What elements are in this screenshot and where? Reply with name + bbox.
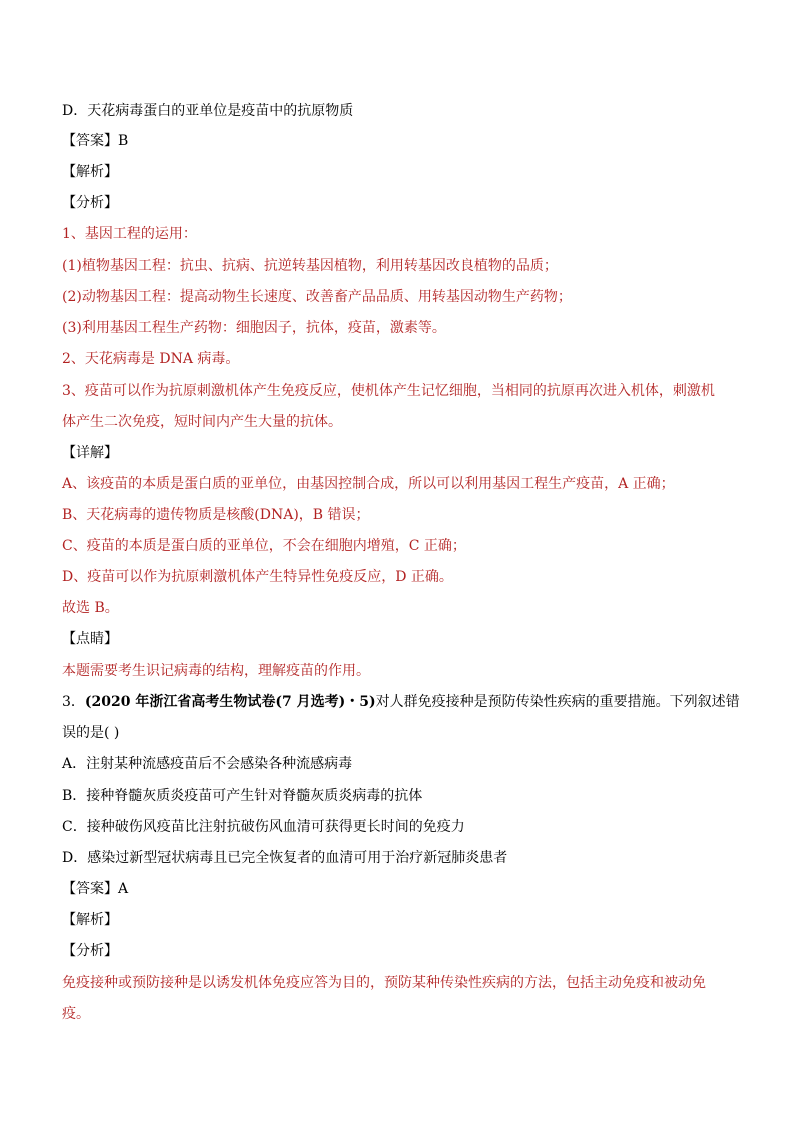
analysis-line-6: 3、疫苗可以作为抗原刺激机体产生免疫反应，使机体产生记忆细胞，当相同的抗原再次进入机体，刺激机 <box>62 383 715 399</box>
answer-label: 【答案】B <box>62 133 129 149</box>
answer-label-2: 【答案】A <box>62 881 129 897</box>
detail-line-b: B、天花病毒的遗传物质是核酸(DNA)，B 错误； <box>62 507 370 523</box>
analysis-line-3: (2)动物基因工程：提高动物生长速度、改善畜产品品质、用转基因动物生产药物； <box>62 289 572 305</box>
option-b: B．接种脊髓灰质炎疫苗可产生针对脊髓灰质炎病毒的抗体 <box>62 788 423 804</box>
detail-label: 【详解】 <box>62 445 118 461</box>
analysis-sub-label: 【分析】 <box>62 195 118 211</box>
question-number: 3． <box>62 694 85 710</box>
analysis-label-2: 【解析】 <box>62 912 118 928</box>
detail-line-a: A、该疫苗的本质是蛋白质的亚单位，由基因控制合成，所以可以利用基因工程生产疫苗，A 正确； <box>62 476 675 492</box>
option-d: D．感染过新型冠状病毒且已完全恢复者的血清可用于治疗新冠肺炎患者 <box>62 850 508 866</box>
analysis-2-line-1: 免疫接种或预防接种是以诱发机体免疫应答为目的，预防某种传染性疾病的方法，包括主动免疫和被动免 <box>62 975 706 991</box>
detail-conclusion: 故选 B。 <box>62 600 119 616</box>
analysis-line-1: 1、基因工程的运用： <box>62 226 197 242</box>
analysis-line-5: 2、天花病毒是 DNA 病毒。 <box>62 351 240 367</box>
question-3-stem-cont: 误的是( ) <box>62 725 120 741</box>
question-3-stem <box>62 692 740 712</box>
analysis-label: 【解析】 <box>62 164 118 180</box>
question-text: 对人群免疫接种是预防传染性疾病的重要措施。下列叙述错 <box>375 694 740 710</box>
analysis-line-7: 体产生二次免疫，短时间内产生大量的抗体。 <box>62 414 342 430</box>
tips-label: 【点睛】 <box>62 631 118 647</box>
option-d-line: D．天花病毒蛋白的亚单位是疫苗中的抗原物质 <box>62 103 354 119</box>
analysis-2-line-2: 疫。 <box>62 1006 90 1022</box>
analysis-line-2: (1)植物基因工程：抗虫、抗病、抗逆转基因植物，利用转基因改良植物的品质； <box>62 258 558 274</box>
detail-line-d: D、疫苗可以作为抗原刺激机体产生特异性免疫反应，D 正确。 <box>62 569 453 585</box>
analysis-line-4: (3)利用基因工程生产药物：细胞因子，抗体，疫苗，激素等。 <box>62 320 446 336</box>
question-source: (2020 年浙江省高考生物试卷(7 月选考)・5) <box>84 694 376 710</box>
analysis-sub-label-2: 【分析】 <box>62 943 118 959</box>
detail-line-c: C、疫苗的本质是蛋白质的亚单位，不会在细胞内增殖，C 正确； <box>62 538 466 554</box>
option-a: A．注射某种流感疫苗后不会感染各种流感病毒 <box>62 756 353 772</box>
option-c: C．接种破伤风疫苗比注射抗破伤风血清可获得更长时间的免疫力 <box>62 819 465 835</box>
tips-line: 本题需要考生识记病毒的结构，理解疫苗的作用。 <box>62 663 370 679</box>
